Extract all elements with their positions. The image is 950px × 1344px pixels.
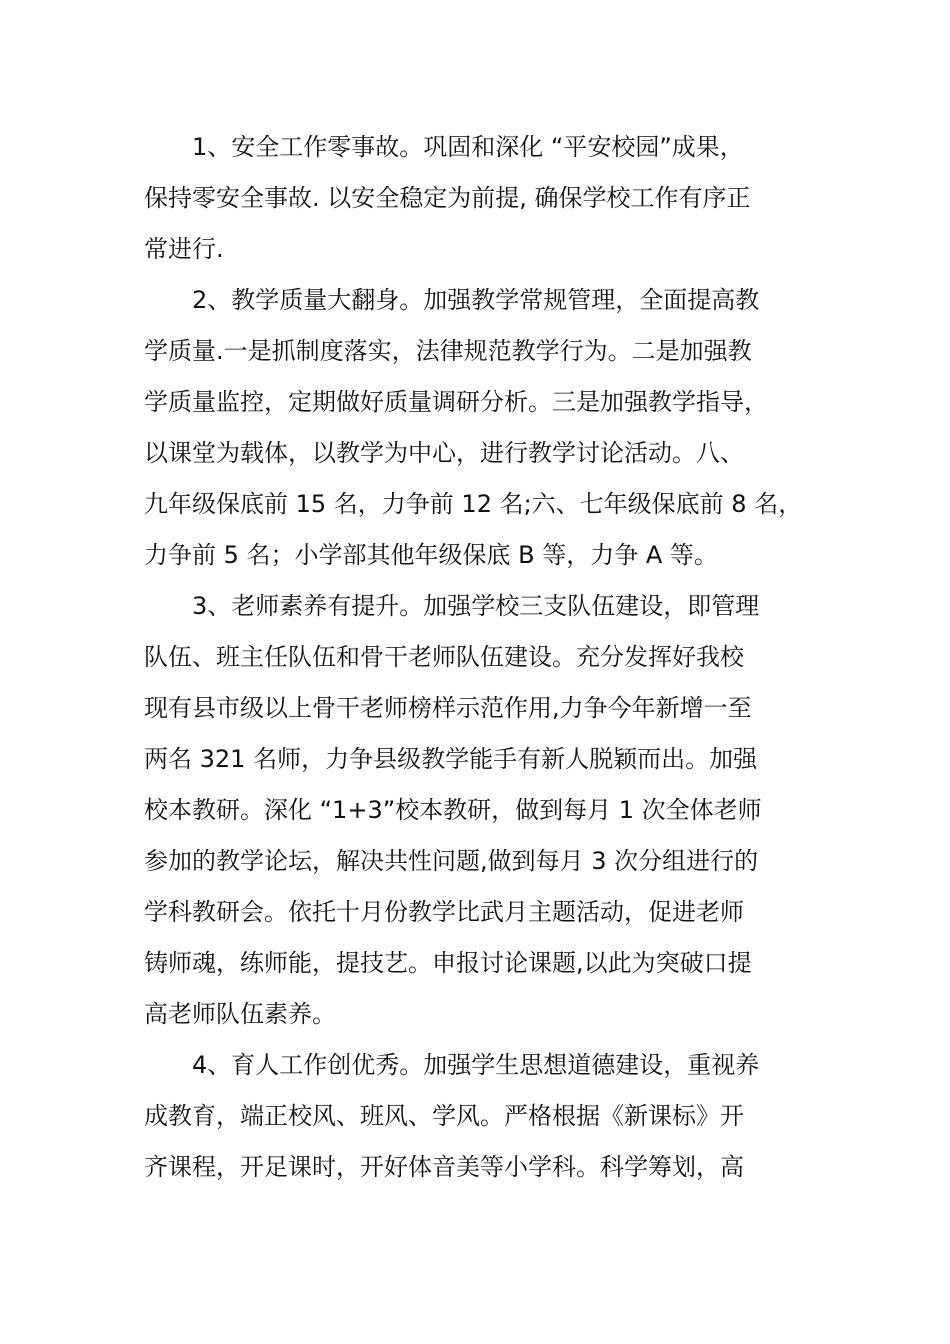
text-line: 4、育人工作创优秀。加强学生思想道德建设，重视养 [192, 1051, 760, 1079]
text-line: 高老师队伍素养。 [144, 1000, 336, 1028]
text-line: 两名 321 名师，力争县级教学能手有新人脱颖而出。加强 [144, 745, 758, 773]
text-line: 九年级保底前 15 名，力争前 12 名;六、七年级保底前 8 名， [144, 490, 803, 518]
text-line: 队伍、班主任队伍和骨干老师队伍建设。充分发挥好我校 [144, 643, 744, 671]
text-line: 常进行. [144, 235, 224, 263]
text-line: 齐课程，开足课时，开好体音美等小学科。科学筹划，高 [144, 1153, 744, 1181]
paragraph-3-teacher-quality [144, 581, 806, 1040]
paragraph-2-teaching-quality [144, 275, 806, 581]
document-body [144, 122, 806, 1193]
text-line: 1、安全工作零事故。巩固和深化 “平安校园”成果， [192, 133, 744, 161]
text-line: 铸师魂，练师能，提技艺。申报讨论课题,以此为突破口提 [144, 949, 752, 977]
text-line: 保持零安全事故. 以安全稳定为前提, 确保学校工作有序正 [144, 184, 751, 212]
text-line: 校本教研。深化 “1+3”校本教研，做到每月 1 次全体老师 [144, 796, 762, 824]
text-line: 现有县市级以上骨干老师榜样示范作用,力争今年新增一至 [144, 694, 752, 722]
text-line: 学质量监控，定期做好质量调研分析。三是加强教学指导， [144, 388, 768, 416]
text-line: 学质量.一是抓制度落实，法律规范教学行为。二是加强教 [144, 337, 752, 365]
text-line: 力争前 5 名；小学部其他年级保底 B 等，力争 A 等。 [144, 541, 718, 569]
text-line: 学科教研会。依托十月份教学比武月主题活动，促进老师 [144, 898, 744, 926]
paragraph-4-moral-education [144, 1040, 806, 1193]
text-line: 3、老师素养有提升。加强学校三支队伍建设，即管理 [192, 592, 760, 620]
text-line: 2、教学质量大翻身。加强教学常规管理，全面提高教 [192, 286, 760, 314]
text-line: 成教育，端正校风、班风、学风。严格根据《新课标》开 [144, 1102, 744, 1130]
text-line: 参加的教学论坛，解决共性问题,做到每月 3 次分组进行的 [144, 847, 759, 875]
paragraph-1-safety [144, 122, 806, 275]
text-line: 以课堂为载体，以教学为中心，进行教学讨论活动。八、 [144, 439, 744, 467]
